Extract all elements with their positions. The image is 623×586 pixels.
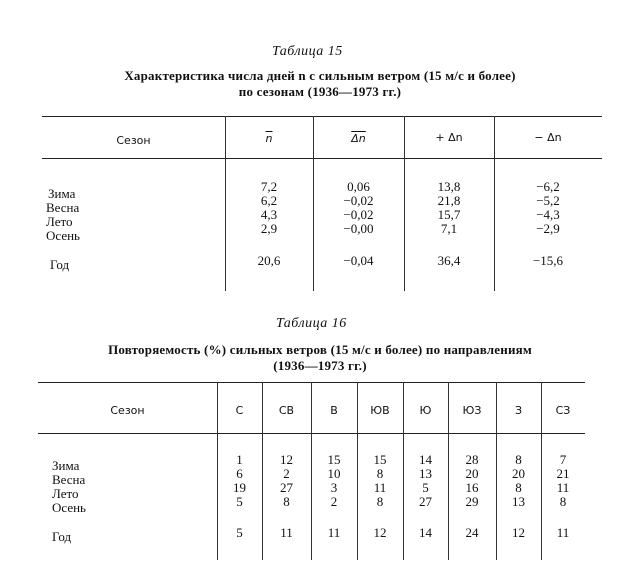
table16-cell: 6	[236, 466, 243, 481]
table16-cell: 15	[327, 452, 341, 467]
table15-cell: −4,3	[536, 207, 560, 222]
table16-year-cell: 5	[236, 525, 243, 540]
table16-year-cell: 14	[419, 525, 432, 540]
table15-header-minus-dn: − Δn	[534, 131, 562, 144]
table16-year-cell: 12	[373, 525, 387, 540]
table15-caption: Таблица 15	[272, 44, 343, 59]
table16-cell: 13	[512, 494, 525, 509]
table16-cell: 27	[419, 494, 432, 509]
table16-cell: 7	[559, 452, 567, 467]
table15-year-cell: −0,04	[343, 253, 374, 268]
table15-cell: −2,9	[536, 221, 560, 236]
table15-year-cell: 36,4	[437, 253, 461, 268]
table15-cell: 0,06	[347, 179, 370, 194]
table16-cell: 20	[512, 466, 525, 481]
table15-header-dn-mean: $\overline{\Delta n}$	[351, 132, 366, 145]
table16-header-dir: В	[330, 404, 338, 417]
table16-year-cell: 12	[512, 525, 525, 540]
table16-year-label: Год	[52, 529, 72, 544]
table16-header-dir: С	[235, 404, 244, 417]
table16-cell: 19	[233, 480, 246, 495]
table16-cell: 20	[465, 466, 479, 481]
table15-cell: 21,8	[437, 193, 461, 208]
table16-header-dir: З	[514, 404, 523, 417]
table15-row-label: Весна	[46, 200, 80, 215]
table16-cell: 11	[556, 480, 570, 495]
table16-cell: 8	[515, 452, 522, 467]
table15-cell: 6,2	[260, 193, 278, 208]
table16-row-label: Осень	[52, 500, 86, 515]
table15-cell: −0,00	[343, 221, 374, 236]
table16-cell: 8	[559, 494, 567, 509]
table15-title-line1: Характеристика числа дней n с сильным ветром (15 м/с и более)	[124, 68, 516, 83]
table16-cell: 27	[280, 480, 293, 495]
table15-year-cell: 20,6	[257, 253, 281, 268]
table16-cell: 15	[373, 452, 387, 467]
table15-year-label: Год	[50, 257, 70, 272]
table15-cell: 7,2	[260, 179, 278, 194]
table16-cell: 1	[236, 452, 243, 467]
table16-header-dir: ЮЗ	[462, 404, 482, 417]
table16-year-cell: 11	[327, 525, 341, 540]
table16-cell: 28	[465, 452, 479, 467]
table16-cell: 11	[373, 480, 387, 495]
table16-year-cell: 11	[280, 525, 293, 540]
table16-cell: 2	[330, 494, 338, 509]
table16-header-dir: СЗ	[555, 404, 571, 417]
table15-header-season: Сезон	[116, 134, 151, 147]
table16-cell: 16	[465, 480, 479, 495]
table16-cell: 29	[465, 494, 479, 509]
table15-cell: 7,1	[440, 221, 458, 236]
table16-cell: 13	[419, 466, 432, 481]
table16-header-dir: Ю	[419, 404, 432, 417]
table15-cell: −5,2	[536, 193, 560, 208]
table16-title-line1: Повторяемость (%) сильных ветров (15 м/с и более) по направлениям	[108, 342, 532, 357]
table15-row-label: Лето	[46, 214, 73, 229]
table16-cell: 8	[376, 494, 384, 509]
table16-cell: 5	[236, 494, 243, 509]
table16-header-season: Сезон	[110, 404, 145, 417]
table15-header-plus-dn: + Δn	[435, 131, 463, 144]
table16-title-line2: (1936—1973 гг.)	[273, 358, 367, 373]
table15-title-line2: по сезонам (1936—1973 гг.)	[238, 84, 402, 99]
table16-cell: 10	[327, 466, 341, 481]
table16-row-label: Весна	[52, 472, 86, 487]
table15-cell: 2,9	[260, 221, 278, 236]
table15-cell: 13,8	[437, 179, 461, 194]
table16-cell: 21	[556, 466, 570, 481]
table15-cell: 15,7	[437, 207, 461, 222]
table15-year-cell: −15,6	[532, 253, 564, 268]
table16-cell: 3	[330, 480, 338, 495]
table15-header-rule	[42, 158, 602, 159]
table16-cell: 2	[283, 466, 290, 481]
table15-cell: −0,02	[343, 207, 374, 222]
table16-header-dir: ЮВ	[370, 404, 390, 417]
table16-cell: 5	[422, 480, 429, 495]
table15-top-rule	[42, 116, 602, 117]
table16-cell: 8	[376, 466, 384, 481]
table15-cell: 4,3	[260, 207, 278, 222]
table15-cell: −0,02	[343, 193, 374, 208]
table15-cell: −6,2	[536, 179, 560, 194]
table16-cell: 12	[280, 452, 293, 467]
table16-cell: 8	[283, 494, 290, 509]
table15-row-label: Осень	[46, 228, 80, 243]
table16-year-cell: 24	[465, 525, 479, 540]
table16-caption: Таблица 16	[276, 316, 347, 331]
table15-row-label: Зима	[48, 186, 76, 201]
table16-cell: 14	[419, 452, 432, 467]
table16-cell: 8	[515, 480, 522, 495]
table16-row-label: Лето	[52, 486, 79, 501]
table16-row-label: Зима	[52, 458, 80, 473]
table16-header-dir: СВ	[278, 404, 295, 417]
table15-header-n-mean: $\overline{n}$	[265, 132, 273, 145]
table16-year-cell: 11	[556, 525, 570, 540]
